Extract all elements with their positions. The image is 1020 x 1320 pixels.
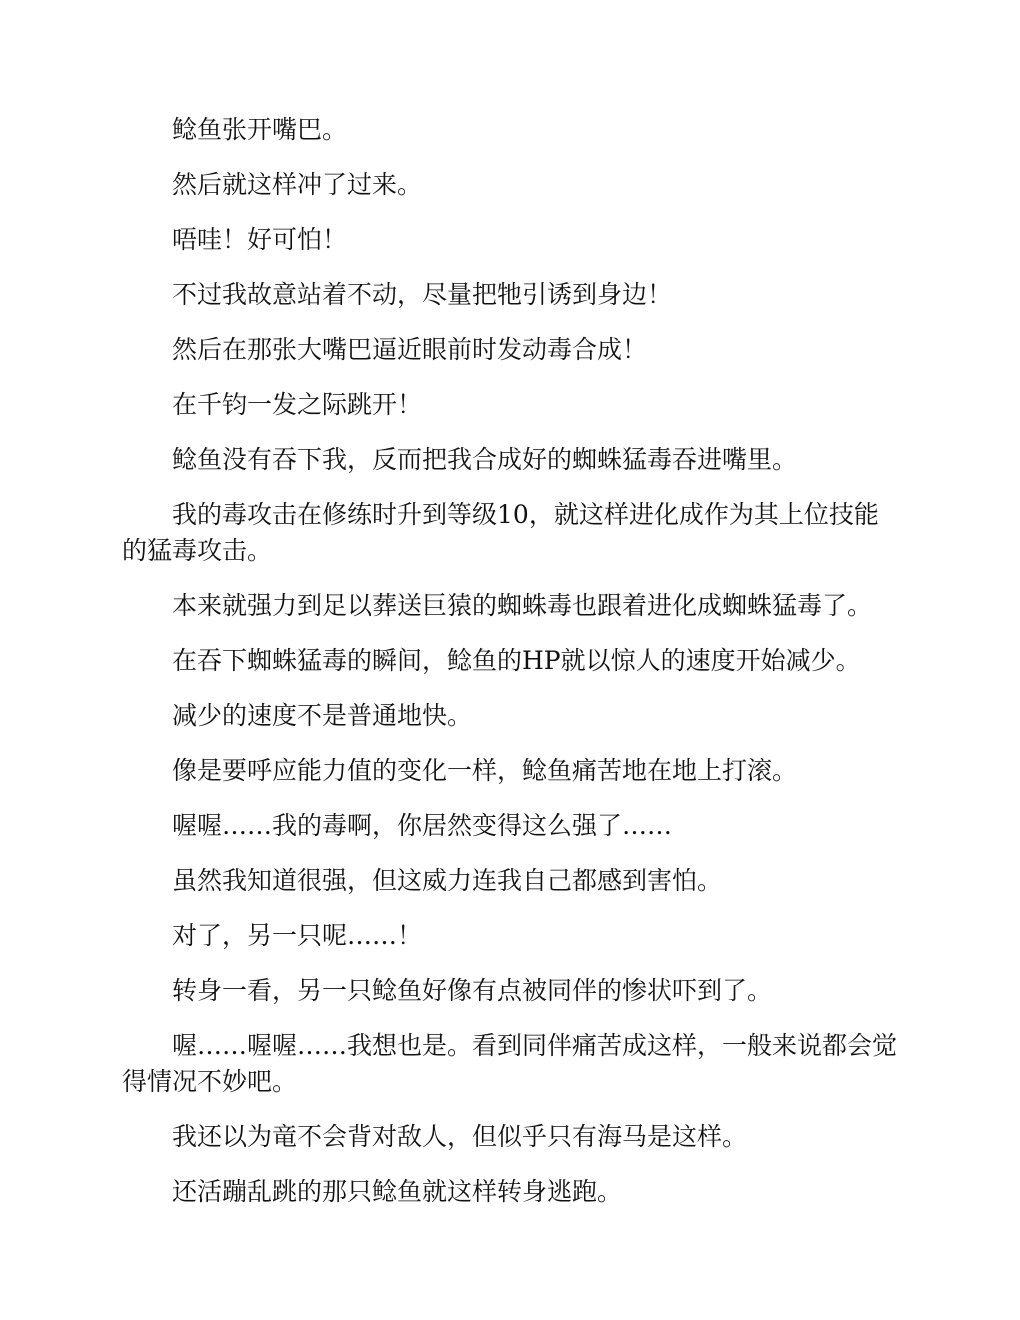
paragraph: 然后在那张大嘴巴逼近眼前时发动毒合成！: [172, 335, 648, 364]
paragraph: 还活蹦乱跳的那只鲶鱼就这样转身逃跑。: [172, 1177, 623, 1206]
paragraph: 在千钧一发之际跳开！: [172, 390, 423, 419]
paragraph: 不过我故意站着不动，尽量把牠引诱到身边！: [172, 280, 673, 309]
paragraph: 虽然我知道很强，但这威力连我自己都感到害怕。: [172, 866, 723, 895]
paragraph: 像是要呼应能力值的变化一样，鲶鱼痛苦地在地上打滚。: [172, 756, 798, 785]
paragraph: 我还以为竜不会背对敌人，但似乎只有海马是这样。: [172, 1122, 748, 1151]
paragraph: 喔……喔喔……我想也是。看到同伴痛苦成这样，一般来说都会觉得情况不妙吧。: [122, 1031, 898, 1096]
paragraph: 然后就这样冲了过来。: [172, 170, 423, 199]
body-text: [122, 112, 902, 1229]
paragraph: 对了，另一只呢……！: [172, 921, 423, 950]
paragraph: 鲶鱼张开嘴巴。: [172, 115, 348, 144]
paragraph: 喔喔……我的毒啊，你居然变得这么强了……: [172, 811, 673, 840]
paragraph: 转身一看，另一只鲶鱼好像有点被同伴的惨状吓到了。: [172, 976, 773, 1005]
paragraph: 本来就强力到足以葬送巨猿的蜘蛛毒也跟着进化成蜘蛛猛毒了。: [172, 591, 873, 620]
paragraph: 鲶鱼没有吞下我，反而把我合成好的蜘蛛猛毒吞进嘴里。: [172, 445, 798, 474]
paragraph: 我的毒攻击在修练时升到等级10，就这样进化成作为其上位技能的猛毒攻击。: [122, 500, 879, 565]
paragraph: 减少的速度不是普通地快。: [172, 701, 473, 730]
paragraph: 唔哇！好可怕！: [172, 225, 348, 254]
paragraph: 在吞下蜘蛛猛毒的瞬间，鲶鱼的HP就以惊人的速度开始减少。: [172, 646, 861, 675]
